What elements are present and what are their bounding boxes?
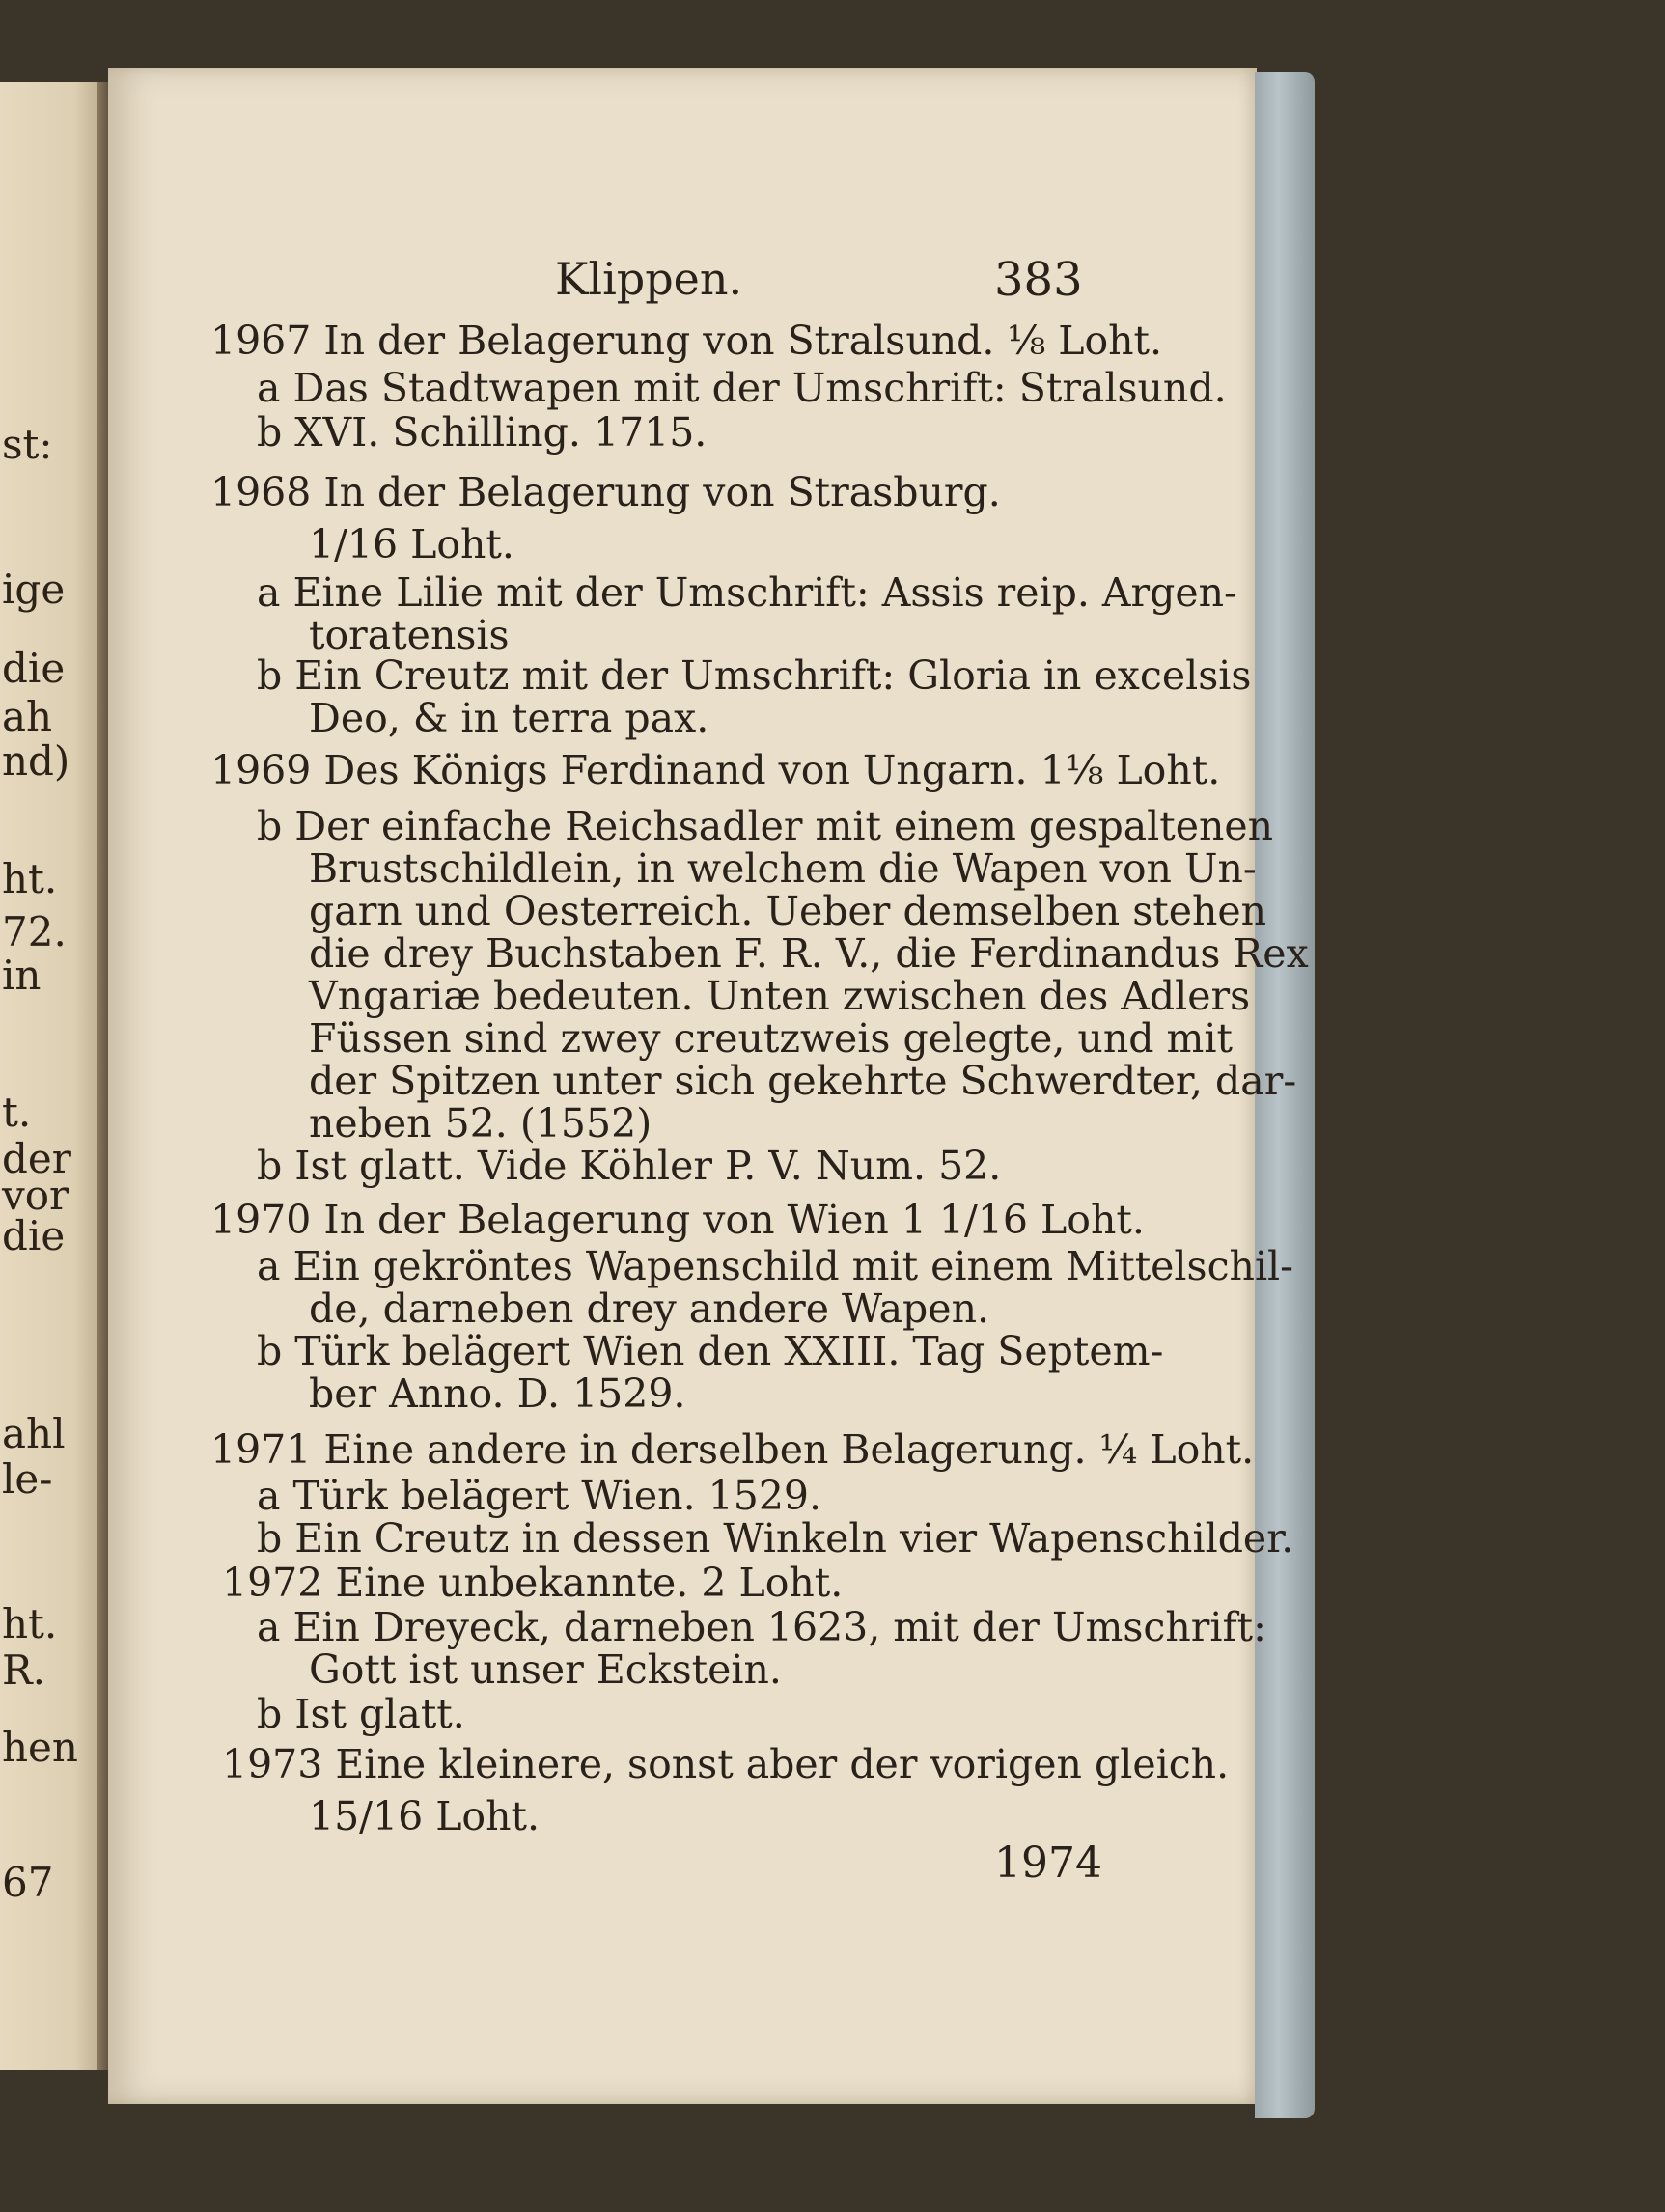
left-page-fragment: in [2, 952, 42, 999]
left-page-fragment: st: [2, 421, 53, 468]
left-page-fragment: ahl [2, 1410, 66, 1457]
page-number: 383 [994, 253, 1083, 307]
text-line: 1971 Eine andere in derselben Belagerung. ¼ Loht. [210, 1426, 1255, 1473]
text-line: 1968 In der Belagerung von Strasburg. [210, 469, 1001, 515]
text-line: b XVI. Schilling. 1715. [257, 409, 708, 456]
text-line: Deo, & in terra pax. [309, 695, 709, 741]
text-line: 1969 Des Königs Ferdinand von Ungarn. 1⅛ Loht. [210, 747, 1221, 793]
text-line: b Ist glatt. Vide Köhler P. V. Num. 52. [257, 1143, 1002, 1189]
text-line: a Eine Lilie mit der Umschrift: Assis reip. Argen- [257, 569, 1237, 616]
text-line: 15/16 Loht. [309, 1793, 541, 1839]
text-line: b Ist glatt. [257, 1691, 465, 1737]
left-page-edge [0, 82, 106, 2070]
text-line: a Türk belägert Wien. 1529. [257, 1473, 822, 1519]
left-page-fragment: t. [2, 1089, 32, 1136]
left-page-fragment: vor [2, 1172, 69, 1219]
text-line: b Ein Creutz in dessen Winkeln vier Wapenschilder. [257, 1515, 1294, 1562]
left-page-fragment: ht. [2, 855, 58, 902]
text-line: 1973 Eine kleinere, sonst aber der vorigen gleich. [222, 1741, 1230, 1787]
left-page-fragment: ige [2, 566, 66, 613]
text-line: 1/16 Loht. [309, 521, 514, 567]
page-header-title: Klippen. [555, 253, 743, 305]
text-line: die drey Buchstaben F. R. V., die Ferdinandus Rex [309, 930, 1309, 977]
left-page-fragment: ht. [2, 1600, 58, 1647]
left-page-fragment: nd) [2, 737, 70, 785]
left-page-fragment: der [2, 1135, 71, 1182]
left-page-fragment: die [2, 645, 66, 692]
text-line: Brustschildlein, in welchem die Wapen von Un- [309, 845, 1257, 892]
text-line: a Ein Dreyeck, darneben 1623, mit der Umschrift: [257, 1604, 1266, 1650]
text-line: ber Anno. D. 1529. [309, 1370, 686, 1417]
catchword: 1974 [994, 1839, 1102, 1888]
left-page-fragment: hen [2, 1724, 78, 1771]
text-line: 1967 In der Belagerung von Stralsund. ⅛ Loht. [210, 318, 1163, 364]
left-page-fragment: ah [2, 693, 53, 740]
text-line: Füssen sind zwey creutzweis gelegte, und mit [309, 1015, 1233, 1062]
text-line: 1970 In der Belagerung von Wien 1 1/16 Loht. [210, 1197, 1145, 1243]
text-line: neben 52. (1552) [309, 1100, 652, 1147]
text-line: der Spitzen unter sich gekehrte Schwerdter, dar- [309, 1058, 1297, 1104]
left-page-fragment: 72. [2, 908, 67, 955]
left-page-fragment: 67 [2, 1859, 54, 1906]
text-line: b Türk belägert Wien den XXIII. Tag Septem- [257, 1328, 1164, 1374]
text-line: Vngariæ bedeuten. Unten zwischen des Adlers [309, 973, 1251, 1019]
text-line: b Ein Creutz mit der Umschrift: Gloria in excelsis [257, 652, 1252, 699]
left-page-fragment: le- [2, 1455, 53, 1503]
text-line: a Das Stadtwapen mit der Umschrift: Stralsund. [257, 365, 1227, 411]
left-page-fragment: die [2, 1212, 66, 1259]
text-line: b Der einfache Reichsadler mit einem gespaltenen [257, 803, 1274, 849]
text-line: toratensis [309, 612, 510, 658]
text-line: 1972 Eine unbekannte. 2 Loht. [222, 1560, 844, 1606]
left-page-fragment: R. [2, 1646, 45, 1694]
text-line: Gott ist unser Eckstein. [309, 1646, 782, 1693]
text-line: garn und Oesterreich. Ueber demselben stehen [309, 888, 1267, 934]
text-line: de, darneben drey andere Wapen. [309, 1286, 990, 1332]
text-line: a Ein gekröntes Wapenschild mit einem Mittelschil- [257, 1243, 1294, 1289]
